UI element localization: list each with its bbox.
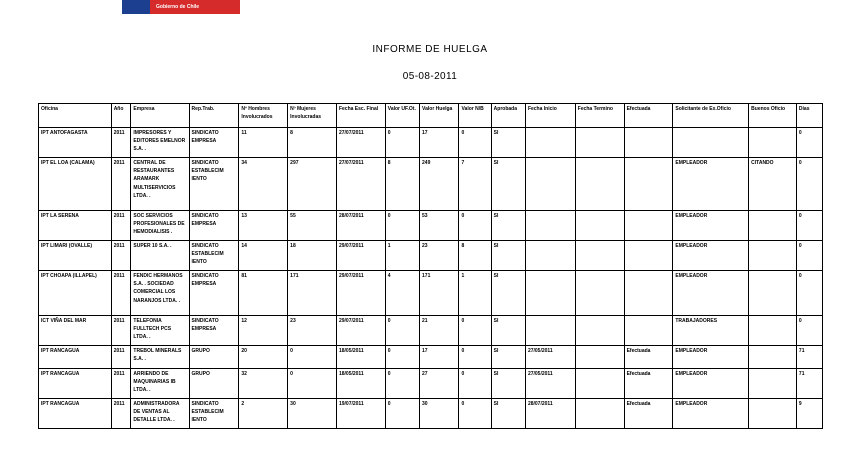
- table-cell: 1: [459, 271, 491, 316]
- table-cell: SI: [491, 158, 525, 211]
- table-cell: 0: [796, 271, 822, 316]
- logo-blue-block: [122, 0, 150, 14]
- table-row: [39, 241, 823, 271]
- table-cell: 20: [239, 346, 288, 369]
- table-cell: FENDIC HERMANOS S.A. . SOCIEDAD COMERCIAL LOS NARANJOS LTDA. .: [131, 271, 189, 316]
- table-cell: EMPLEADOR: [673, 158, 749, 211]
- table-cell: 18/05/2011: [336, 346, 385, 369]
- table-cell: IPT LA SERENA: [39, 211, 112, 241]
- table-cell: 4: [385, 271, 419, 316]
- table-cell: ICT VIÑA DEL MAR: [39, 316, 112, 346]
- table-cell: 28/07/2011: [525, 399, 575, 429]
- column-header: Efectuada: [624, 104, 673, 128]
- table-cell: SOC SERVICIOS PROFESIONALES DE HEMODIALISIS .: [131, 211, 189, 241]
- table-cell: 0: [288, 369, 337, 399]
- table-cell: [575, 241, 624, 271]
- table-cell: [673, 128, 749, 158]
- table-cell: 29/07/2011: [336, 271, 385, 316]
- table-cell: [749, 369, 797, 399]
- table-cell: SI: [491, 399, 525, 429]
- table-cell: 2011: [111, 241, 131, 271]
- table-cell: 0: [385, 369, 419, 399]
- table-cell: Efectuada: [624, 369, 673, 399]
- table-cell: SUPER 10 S.A. .: [131, 241, 189, 271]
- table-cell: 2011: [111, 346, 131, 369]
- column-header: Empresa: [131, 104, 189, 128]
- table-cell: 23: [288, 316, 337, 346]
- table-cell: GRUPO: [189, 346, 239, 369]
- table-cell: 27/05/2011: [525, 346, 575, 369]
- table-cell: ARRIENDO DE MAQUINARIAS IB LTDA. .: [131, 369, 189, 399]
- table-cell: [575, 316, 624, 346]
- column-header: Días: [796, 104, 822, 128]
- table-cell: 0: [796, 158, 822, 211]
- table-cell: 13: [239, 211, 288, 241]
- column-header: Rep.Trab.: [189, 104, 239, 128]
- column-header: Valor UF.Ot.: [385, 104, 419, 128]
- table-cell: [575, 271, 624, 316]
- table-cell: 12: [239, 316, 288, 346]
- table-cell: 32: [239, 369, 288, 399]
- table-cell: 0: [796, 128, 822, 158]
- strike-report-table: [38, 103, 823, 429]
- table-cell: [749, 316, 797, 346]
- table-cell: Efectuada: [624, 399, 673, 429]
- table-cell: [624, 241, 673, 271]
- table-cell: 0: [459, 316, 491, 346]
- table-cell: 8: [385, 158, 419, 211]
- table-body: [39, 128, 823, 429]
- table-cell: 2011: [111, 399, 131, 429]
- table-cell: [624, 316, 673, 346]
- column-header: Valor N/B: [459, 104, 491, 128]
- table-cell: 19/07/2011: [336, 399, 385, 429]
- table-cell: 71: [796, 369, 822, 399]
- table-cell: 249: [420, 158, 459, 211]
- column-header: Nº Mujeres Involucradas: [288, 104, 337, 128]
- table-cell: [575, 399, 624, 429]
- table-cell: 0: [796, 316, 822, 346]
- table-header-row: [39, 104, 823, 128]
- table-cell: 0: [459, 346, 491, 369]
- table-cell: 17: [420, 346, 459, 369]
- table-cell: SINDICATO EMPRESA: [189, 128, 239, 158]
- table-cell: IPT EL LOA (CALAMA): [39, 158, 112, 211]
- table-cell: SINDICATO ESTABLECIM IENTO: [189, 241, 239, 271]
- table-cell: SI: [491, 211, 525, 241]
- table-cell: 0: [385, 128, 419, 158]
- table-cell: [749, 128, 797, 158]
- table-cell: IMPRESORES Y EDITORES EMELNOR S.A. .: [131, 128, 189, 158]
- table-cell: EMPLEADOR: [673, 346, 749, 369]
- table-cell: SINDICATO ESTABLECIM IENTO: [189, 158, 239, 211]
- table-cell: 81: [239, 271, 288, 316]
- table-cell: 30: [420, 399, 459, 429]
- table-cell: [749, 211, 797, 241]
- table-cell: 29/07/2011: [336, 316, 385, 346]
- table-row: [39, 399, 823, 429]
- table-cell: 0: [459, 128, 491, 158]
- table-cell: IPT RANCAGUA: [39, 346, 112, 369]
- table-cell: 2011: [111, 211, 131, 241]
- table-cell: TRABAJADORES: [673, 316, 749, 346]
- table-cell: 0: [385, 399, 419, 429]
- table-cell: 2011: [111, 369, 131, 399]
- table-cell: 0: [796, 211, 822, 241]
- table-cell: 8: [459, 241, 491, 271]
- table-cell: EMPLEADOR: [673, 369, 749, 399]
- table-cell: 27/07/2011: [336, 158, 385, 211]
- table-cell: TREBOL MINERALS S.A. .: [131, 346, 189, 369]
- table-cell: [575, 369, 624, 399]
- table-cell: IPT RANCAGUA: [39, 369, 112, 399]
- table-cell: 2: [239, 399, 288, 429]
- table-row: [39, 316, 823, 346]
- table-cell: 53: [420, 211, 459, 241]
- column-header: Solicitante de Ex.Oficio: [673, 104, 749, 128]
- table-cell: [525, 316, 575, 346]
- table-cell: [749, 271, 797, 316]
- table-cell: IPT ANTOFAGASTA: [39, 128, 112, 158]
- table-cell: 21: [420, 316, 459, 346]
- table-row: [39, 271, 823, 316]
- column-header: Fecha Termino: [575, 104, 624, 128]
- table-cell: 0: [385, 316, 419, 346]
- table-row: [39, 346, 823, 369]
- table-cell: SINDICATO EMPRESA: [189, 316, 239, 346]
- table-cell: [575, 128, 624, 158]
- column-header: Buenos Oficio: [749, 104, 797, 128]
- logo-text: Gobierno de Chile: [156, 4, 200, 10]
- table-cell: EMPLEADOR: [673, 241, 749, 271]
- table-cell: 0: [796, 241, 822, 271]
- table-row: [39, 128, 823, 158]
- table-cell: EMPLEADOR: [673, 211, 749, 241]
- table-cell: SI: [491, 271, 525, 316]
- table-cell: 2011: [111, 158, 131, 211]
- table-cell: IPT RANCAGUA: [39, 399, 112, 429]
- table-cell: 0: [385, 346, 419, 369]
- table-cell: [624, 271, 673, 316]
- table-row: [39, 211, 823, 241]
- column-header: Nº Hombres Involucrados: [239, 104, 288, 128]
- table-cell: 1: [385, 241, 419, 271]
- table-cell: 171: [288, 271, 337, 316]
- table-cell: 2011: [111, 271, 131, 316]
- table-cell: ADMINISTRADORA DE VENTAS AL DETALLE LTDA. .: [131, 399, 189, 429]
- table-cell: SI: [491, 369, 525, 399]
- table-cell: [575, 346, 624, 369]
- column-header: Fecha Esc. Final: [336, 104, 385, 128]
- table-cell: [525, 241, 575, 271]
- table-cell: SI: [491, 128, 525, 158]
- table-cell: 18: [288, 241, 337, 271]
- table-cell: 23: [420, 241, 459, 271]
- table-cell: SINDICATO ESTABLECIM IENTO: [189, 399, 239, 429]
- table-cell: EMPLEADOR: [673, 271, 749, 316]
- table-cell: Efectuada: [624, 346, 673, 369]
- table-cell: SI: [491, 241, 525, 271]
- table-cell: 9: [796, 399, 822, 429]
- table-cell: [624, 158, 673, 211]
- table-cell: IPT CHOAPA (ILLAPEL): [39, 271, 112, 316]
- column-header: Valor Huelga: [420, 104, 459, 128]
- table-cell: 2011: [111, 316, 131, 346]
- table-cell: [575, 211, 624, 241]
- table-cell: 0: [385, 211, 419, 241]
- table-cell: [624, 211, 673, 241]
- table-cell: 0: [459, 369, 491, 399]
- report-title: INFORME DE HUELGA: [372, 44, 488, 55]
- table-row: [39, 369, 823, 399]
- table-cell: 17: [420, 128, 459, 158]
- table-cell: TELEFONIA FULLTECH PCS LTDA. .: [131, 316, 189, 346]
- table-cell: 30: [288, 399, 337, 429]
- table-cell: 297: [288, 158, 337, 211]
- table-cell: [525, 128, 575, 158]
- table-cell: IPT LIMARI (OVALLE): [39, 241, 112, 271]
- table-cell: 28/07/2011: [336, 211, 385, 241]
- table-cell: GRUPO: [189, 369, 239, 399]
- table-cell: 29/07/2011: [336, 241, 385, 271]
- table-cell: [575, 158, 624, 211]
- table-cell: 2011: [111, 128, 131, 158]
- table-cell: 8: [288, 128, 337, 158]
- table-cell: 7: [459, 158, 491, 211]
- table-cell: 0: [288, 346, 337, 369]
- table-cell: SI: [491, 316, 525, 346]
- table-cell: CITANDO: [749, 158, 797, 211]
- table-cell: 71: [796, 346, 822, 369]
- table-cell: 27/07/2011: [336, 128, 385, 158]
- table-cell: EMPLEADOR: [673, 399, 749, 429]
- table-cell: 14: [239, 241, 288, 271]
- table-row: [39, 158, 823, 211]
- table-cell: [525, 158, 575, 211]
- table-cell: [525, 211, 575, 241]
- table-cell: [525, 271, 575, 316]
- table-cell: 0: [459, 211, 491, 241]
- table-cell: SINDICATO EMPRESA: [189, 211, 239, 241]
- table-cell: [749, 346, 797, 369]
- table-cell: [749, 241, 797, 271]
- report-date: 05-08-2011: [402, 71, 458, 82]
- table-cell: CENTRAL DE RESTAURANTES ARAMARK MULTISERVICIOS LTDA. .: [131, 158, 189, 211]
- table-cell: 0: [459, 399, 491, 429]
- table-cell: [749, 399, 797, 429]
- column-header: Año: [111, 104, 131, 128]
- table-cell: 18/05/2011: [336, 369, 385, 399]
- table-cell: 55: [288, 211, 337, 241]
- column-header: Aprobada: [491, 104, 525, 128]
- table-cell: 171: [420, 271, 459, 316]
- table-cell: SINDICATO EMPRESA: [189, 271, 239, 316]
- table-cell: 27/05/2011: [525, 369, 575, 399]
- table-cell: [624, 128, 673, 158]
- table-cell: SI: [491, 346, 525, 369]
- table-cell: 27: [420, 369, 459, 399]
- column-header: Oficina: [39, 104, 112, 128]
- table-cell: 11: [239, 128, 288, 158]
- table-cell: 34: [239, 158, 288, 211]
- column-header: Fecha Inicio: [525, 104, 575, 128]
